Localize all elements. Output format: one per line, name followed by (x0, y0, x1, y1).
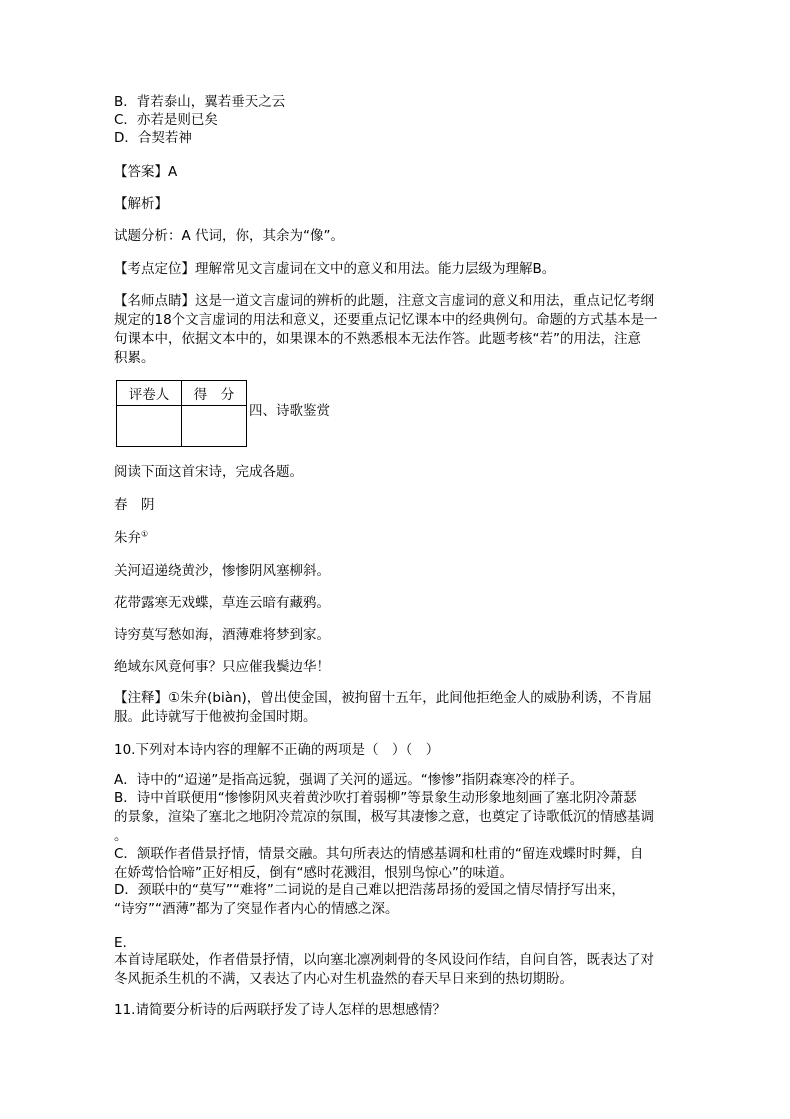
score-table-cell-score (182, 406, 247, 447)
q10-stem: 10.下列对本诗内容的理解不正确的两项是（ ）（ ） (114, 742, 440, 758)
poem-author (114, 529, 148, 548)
section-title: 四、诗歌鉴赏 (249, 403, 330, 419)
q10-option-b-line: 。 (114, 828, 128, 844)
poem-author-name: 朱弁 (114, 530, 141, 546)
note-paragraph (114, 689, 684, 727)
q10-option-d (114, 881, 684, 919)
poem-line: 花带露寒无戏蝶，草连云暗有藏鸦。 (114, 595, 330, 611)
q10-option-b-line: B．诗中首联便用“惨惨阴风夹着黄沙吹打着弱柳”等景象生动形象地刻画了塞北阴冷萧瑟 (114, 790, 637, 806)
mingshi-line: 句课本中，依据文本中的，如果课本的不熟悉根本无法作答。此题考核“若”的用法，注意 (114, 331, 641, 347)
score-table-header-score: 得 分 (182, 381, 247, 406)
kaodian-line: 【考点定位】理解常见文言虚词在文中的意义和用法。能力层级为理解B。 (114, 261, 556, 277)
poem-line: 诗穷莫写愁如海，酒薄难将梦到家。 (114, 627, 330, 643)
mingshi-line: 【名师点睛】这是一道文言虚词的辨析的此题，注意文言虚词的意义和用法，重点记忆考纲 (114, 293, 654, 309)
poem-author-note-mark: ① (141, 529, 149, 539)
score-table-header-grader: 评卷人 (117, 381, 182, 406)
poem-line: 绝域东风竟何事？只应催我鬓边华！ (114, 659, 330, 675)
answer: 【答案】A (114, 164, 178, 180)
q10-option-d-line: D．颈联中的“莫写”“难将”二词说的是自己难以把浩荡昂扬的爱国之情尽情抒写出来， (114, 882, 625, 898)
option-d-prev: D．合契若神 (114, 130, 192, 146)
analysis-text: 试题分析：A 代词，你，其余为“像”。 (114, 228, 345, 244)
analysis-title: 【解析】 (114, 196, 168, 212)
mingshi-line: 规定的18个文言虚词的用法和意义，还要重点记忆课本中的经典例句。命题的方式基本是一 (114, 312, 658, 328)
score-table-cell-grader (117, 406, 182, 447)
q10-option-e-line: 本首诗尾联处，作者借景抒情，以向塞北凛冽刺骨的冬风设问作结，自问自答，既表达了对 (114, 952, 654, 968)
mingshi-paragraph (114, 292, 684, 368)
q10-option-e-line: 冬风扼杀生机的不满，又表达了内心对生机盎然的春天早日来到的热切期盼。 (114, 971, 573, 987)
q10-option-c-line: C．颔联作者借景抒情，情景交融。其句所表达的情感基调和杜甫的“留连戏蝶时时舞，自 (114, 846, 644, 862)
q10-option-c (114, 845, 684, 883)
option-c-prev: C．亦若是则已矣 (114, 112, 218, 128)
q10-option-e-label: E. (114, 935, 127, 951)
q10-option-d-line: “诗穷”“酒薄”都为了突显作者内心的情感之深。 (114, 901, 399, 917)
poem-title: 春 阴 (114, 497, 155, 513)
q10-option-e (114, 951, 684, 989)
poem-line: 关河迢递绕黄沙，惨惨阴风塞柳斜。 (114, 563, 330, 579)
q10-option-a: A．诗中的“迢递”是指高远貌，强调了关河的遥远。“惨惨”指阴森寒冷的样子。 (114, 772, 584, 788)
score-table (116, 380, 247, 447)
q10-option-c-line: 在娇莺恰恰啼”正好相反，倒有“感时花溅泪，恨别鸟惊心”的味道。 (114, 865, 513, 881)
note-line: 服。此诗就写于他被拘金国时期。 (114, 709, 317, 725)
q10-option-b-line: 的景象，渲染了塞北之地阴冷荒凉的氛围，极写其凄惨之意，也奠定了诗歌低沉的情感基调 (114, 809, 654, 825)
note-line: 【注释】①朱弁(biàn)，曾出使金国，被拘留十五年，此间他拒绝金人的威胁利诱，不肯屈 (114, 690, 652, 706)
q10-option-b (114, 789, 684, 846)
option-b-prev: B．背若泰山，翼若垂天之云 (114, 94, 286, 110)
mingshi-line: 积累。 (114, 350, 155, 366)
q11-stem: 11.请简要分析诗的后两联抒发了诗人怎样的思想感情？ (114, 1002, 446, 1018)
reading-prompt: 阅读下面这首宋诗，完成各题。 (114, 464, 303, 480)
